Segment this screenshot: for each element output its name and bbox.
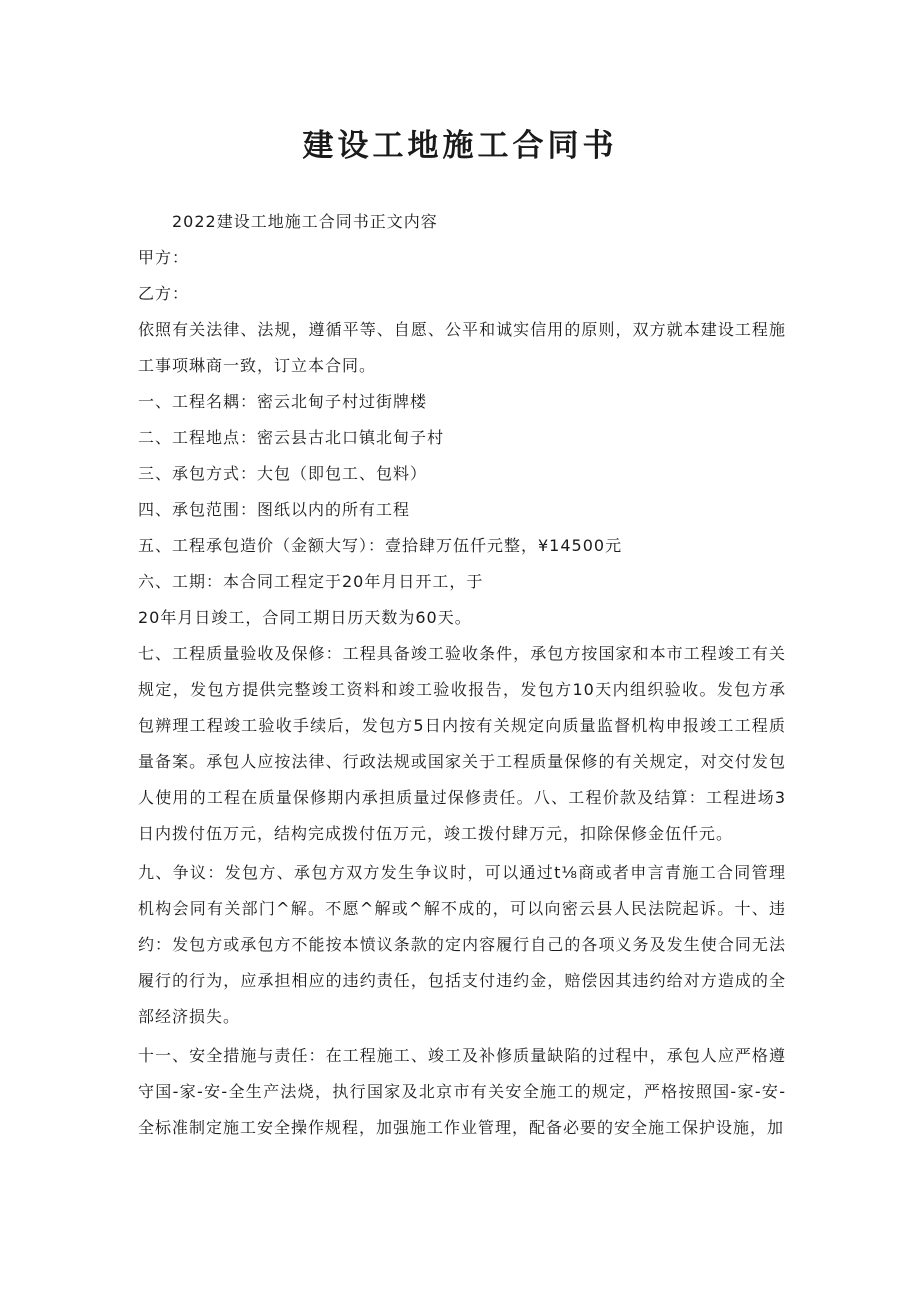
clause-safety-measures: 十一、安全措施与责任：在工程施工、竣工及补修质量缺陷的过程中，承包人应严格遵守国-家-安-全生产法烧，执行国家及北京市有关安全施工的规定，严格按照国-家-安-全标准制定施工安全操作规程，加强施工作业管理，配备必要的安全施工保护设施，加: [138, 1046, 786, 1137]
clause-project-location: 二、工程地点：密云县古北口镇北甸子村: [138, 428, 445, 447]
intro-paragraph: 依照有关法律、法规，遵循平等、自愿、公平和诚实信用的原则，双方就本建设工程施工事项琳商一致，订立本合同。: [138, 320, 786, 375]
document-subtitle: 2022建设工地施工合同书正文内容: [172, 212, 438, 231]
party-b-label: 乙方：: [138, 284, 190, 303]
clause-project-name: 一、工程名耦：密云北甸子村过街牌楼: [138, 392, 428, 411]
clause-contract-method: 三、承包方式：大包（即包工、包料）: [138, 464, 428, 483]
clause-contract-price: 五、工程承包造价（金额大写）：壹拾肆万伍仟元整，¥14500元: [138, 536, 623, 555]
clause-period-end: 20年月日竣工，合同工期日历天数为60天。: [138, 608, 472, 627]
clause-quality-acceptance: 七、工程质量验收及保修：工程具备竣工验收条件，承包方按国家和本市工程竣工有关规定，发包方提供完整竣工资料和竣工验收报告，发包方10天内组织验收。发包方承包辨理工程竣工验收手续后，发包方5日内按有关规定向质量监督机构申报竣工工程质量备案。承包人应按法律、行政法规或国家关于工程质量保修的有关规定，对交付发包人使用的工程在质量保修期内承担质量过保修责任。八、工程价款及结算：工程进场3日内拨付伍万元，结构完成拨付伍万元，竣工拨付肆万元，扣除保修金伍仟元。: [138, 644, 786, 843]
document-body: [138, 204, 786, 1146]
clause-period-start: 六、工期：本合同工程定于20年月日开工，于: [138, 572, 484, 591]
clause-contract-scope: 四、承包范围：图纸以内的所有工程: [138, 500, 411, 519]
document-title: 建设工地施工合同书: [302, 128, 618, 164]
clause-dispute-breach: 九、争议：发包方、承包方双方发生争议时，可以通过t⅛商或者申言青施工合同管理机构会同有关部门^解。不愿^解或^解不成的，可以向密云县人民法院起诉。十、违约：发包方或承包方不能按本愤议条款的定内容履行自己的各项义务及发生使合同无法履行的行为，应承担相应的违约责任，包括支付违约金，赔偿因其违约给对方造成的全部经济损失。: [138, 863, 786, 1026]
party-a-label: 甲方：: [138, 248, 190, 267]
